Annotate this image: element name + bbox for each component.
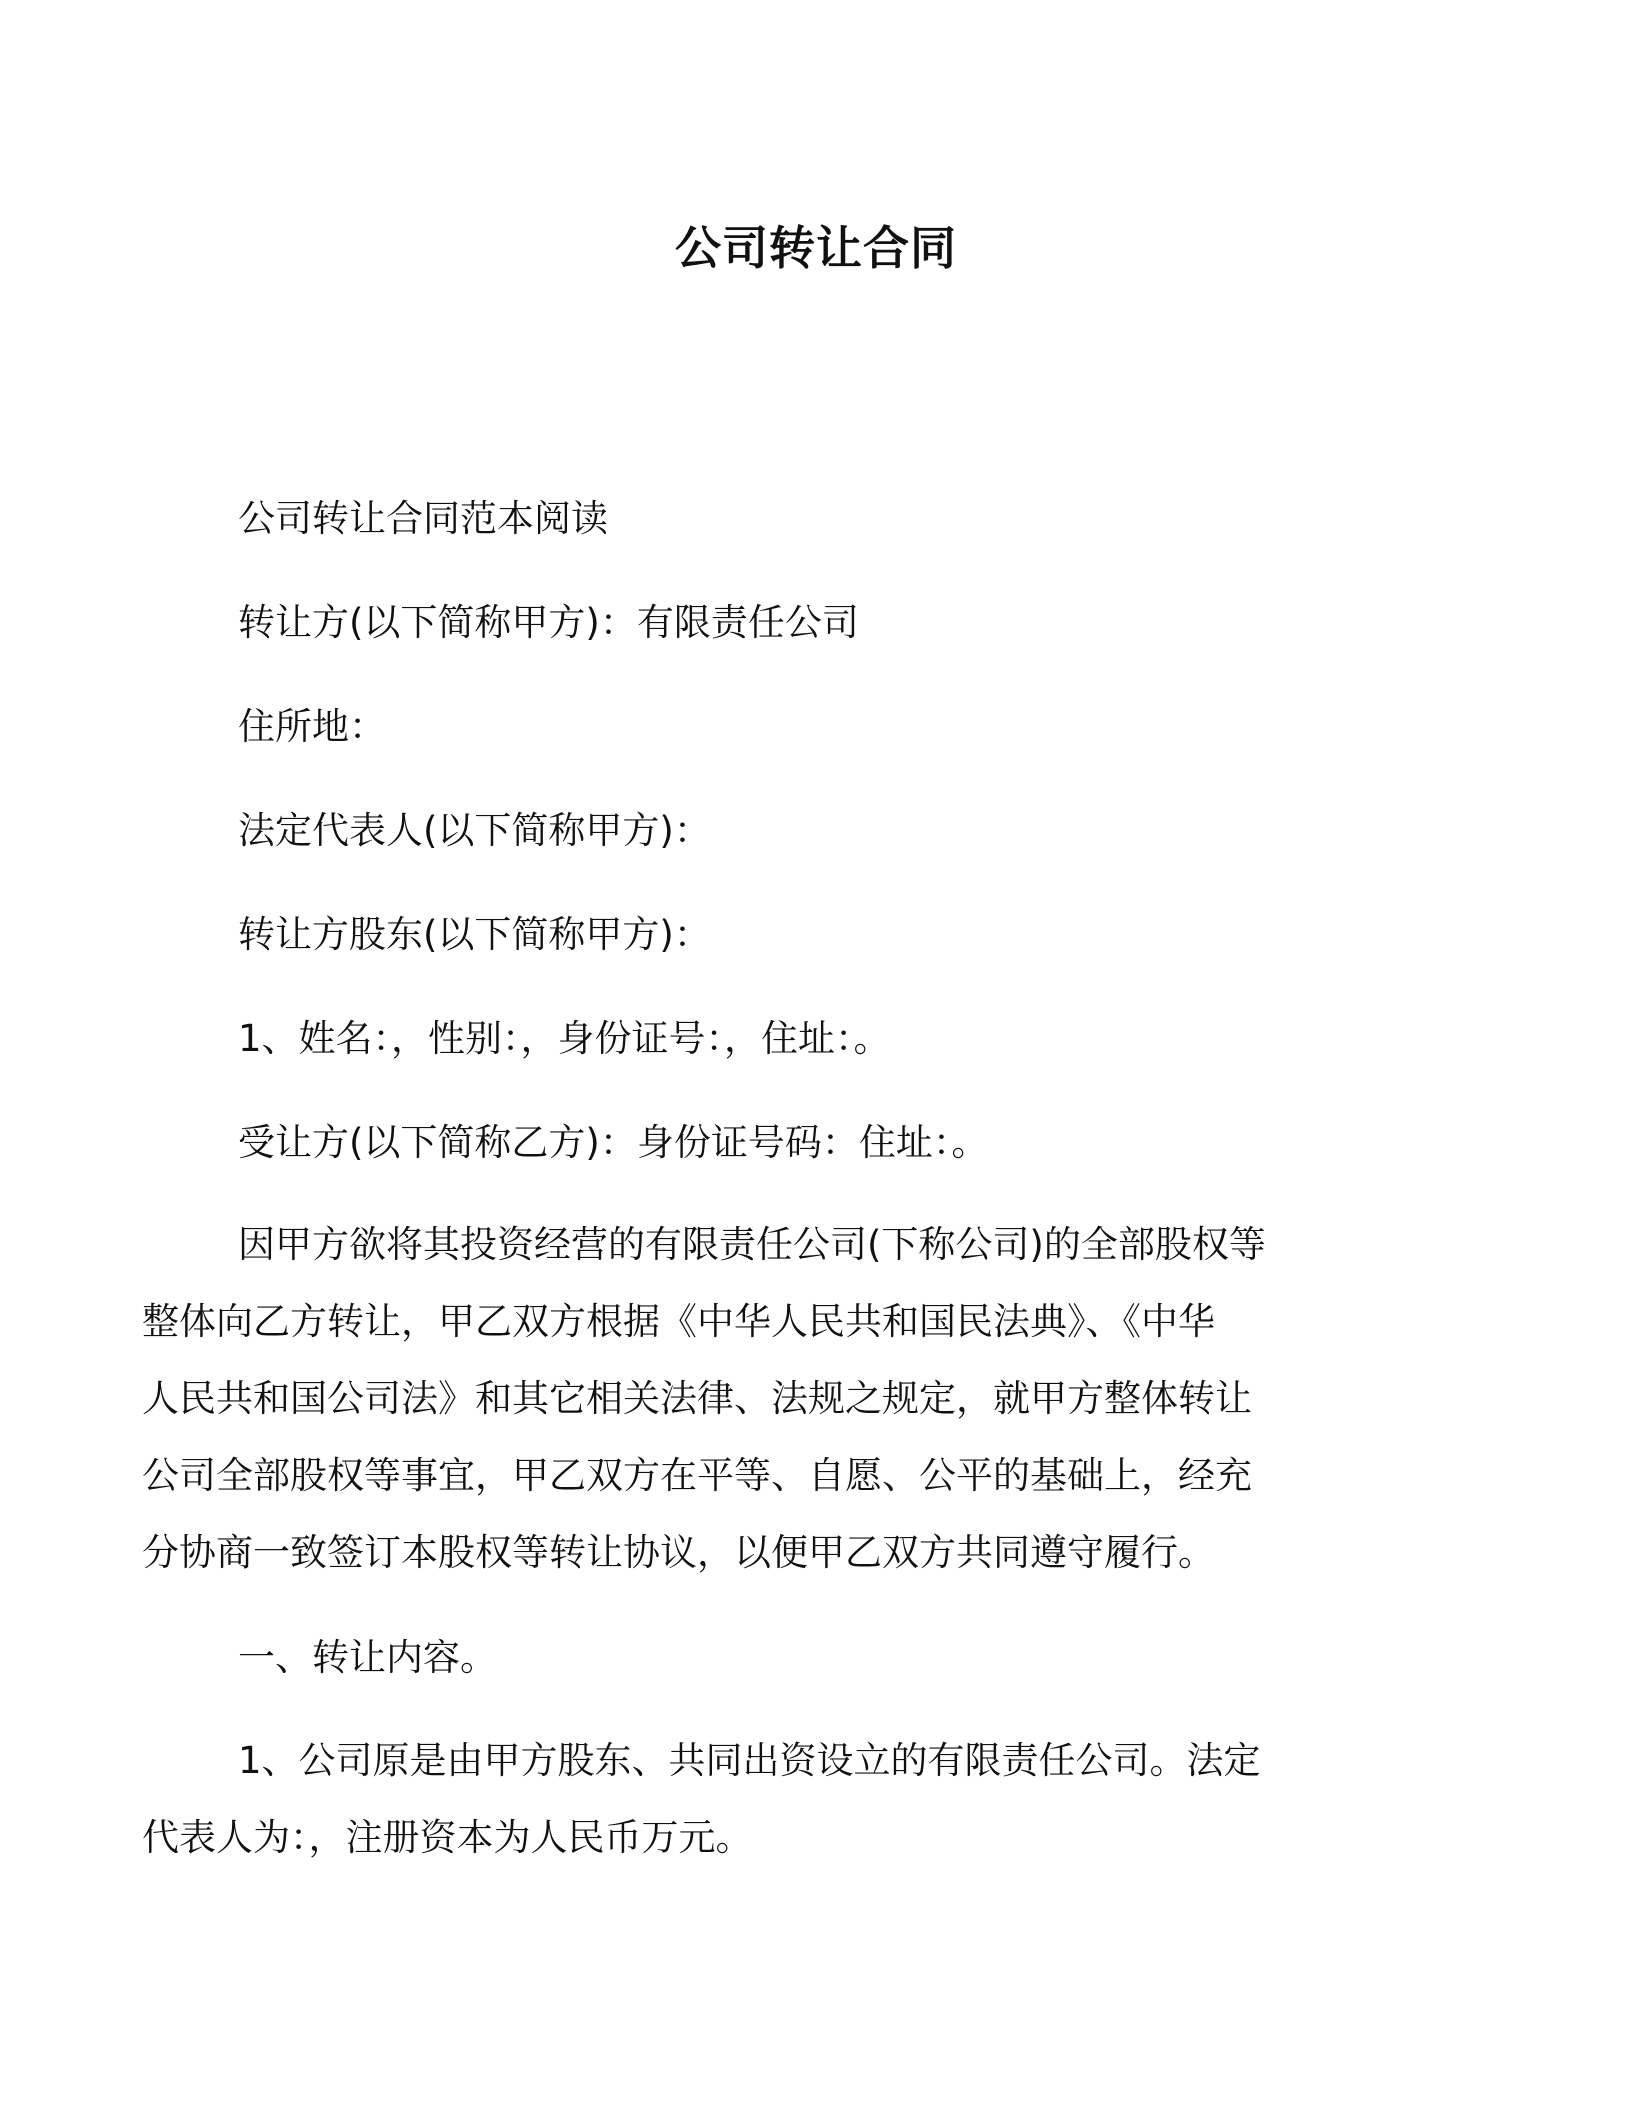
preamble-line-4: 公司全部股权等事宜，甲乙双方在平等、自愿、公平的基础上，经充 (142, 1454, 1252, 1497)
legal-representative-line: 法定代表人(以下简称甲方)： (238, 809, 711, 852)
preamble-line-5: 分协商一致签订本股权等转让协议，以便甲乙双方共同遵守履行。 (142, 1531, 1215, 1574)
shareholder-info-line: 1、姓名：，性别：，身份证号：，住址：。 (238, 1017, 891, 1060)
preamble-line-2: 整体向乙方转让，甲乙双方根据《中华人民共和国民法典》、《中华 (142, 1300, 1215, 1343)
clause-1-line-1: 1、公司原是由甲方股东、共同出资设立的有限责任公司。法定 (238, 1739, 1261, 1782)
section-1-heading: 一、转让内容。 (238, 1636, 497, 1679)
clause-1-line-2: 代表人为：，注册资本为人民币万元。 (142, 1816, 753, 1859)
transferor-line: 转让方(以下简称甲方)：有限责任公司 (238, 601, 859, 644)
preamble-line-1: 因甲方欲将其投资经营的有限责任公司(下称公司)的全部股权等 (238, 1223, 1266, 1266)
subtitle-line: 公司转让合同范本阅读 (238, 497, 608, 540)
preamble-line-3: 人民共和国公司法》和其它相关法律、法规之规定，就甲方整体转让 (142, 1377, 1252, 1420)
address-line: 住所地： (238, 705, 386, 748)
document-title: 公司转让合同 (675, 221, 957, 275)
transferor-shareholder-line: 转让方股东(以下简称甲方)： (238, 913, 711, 956)
transferee-line: 受让方(以下简称乙方)：身份证号码：住址：。 (238, 1121, 989, 1164)
